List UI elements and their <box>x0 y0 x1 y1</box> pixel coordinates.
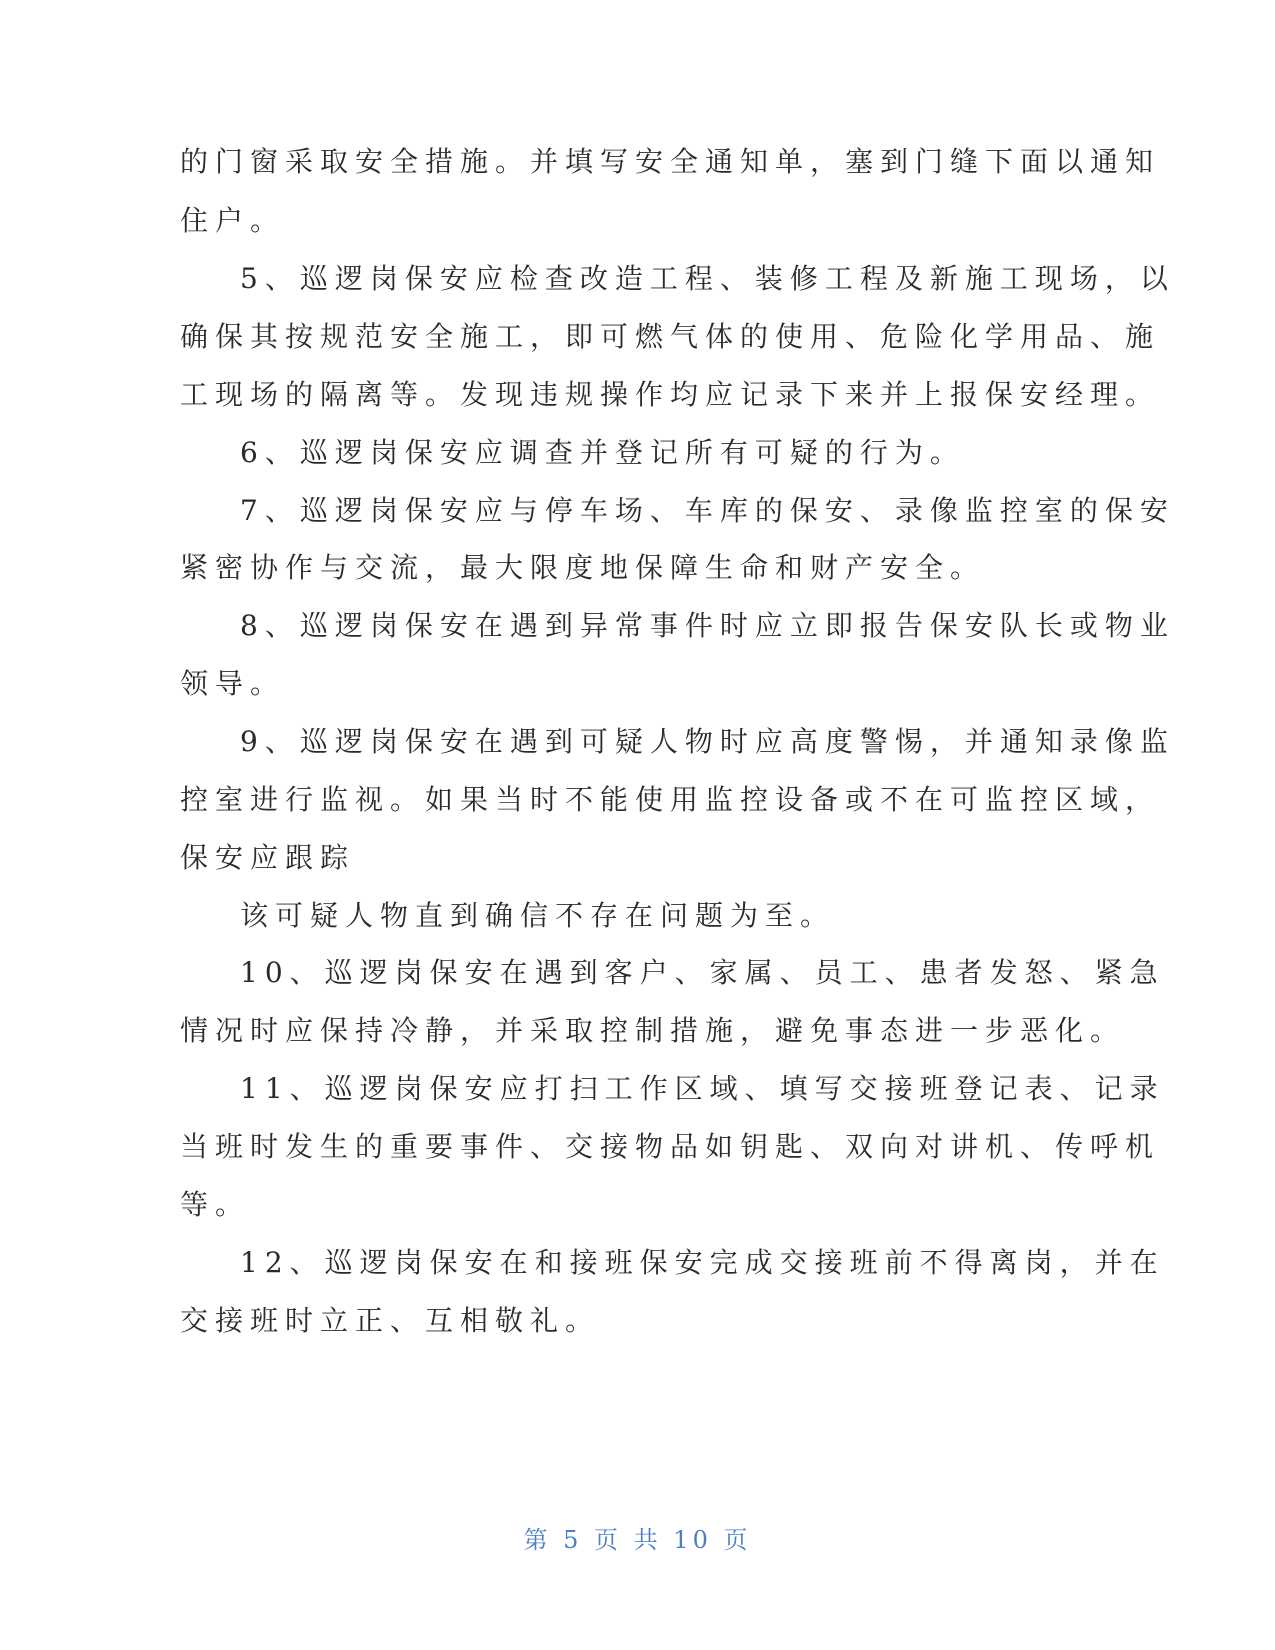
text-line: 领导。 <box>180 667 286 700</box>
text-line: 确保其按规范安全施工，即可燃气体的使用、危险化学用品、施 <box>180 320 1161 353</box>
text-line: 5、巡逻岗保安应检查改造工程、装修工程及新施工现场，以 <box>240 262 1175 295</box>
text-line: 10、巡逻岗保安在遇到客户、家属、员工、患者发怒、紧急 <box>240 956 1165 989</box>
text-line: 等。 <box>180 1188 251 1221</box>
text-line: 9、巡逻岗保安在遇到可疑人物时应高度警惕，并通知录像监 <box>240 725 1175 758</box>
text-line: 该可疑人物直到确信不存在问题为至。 <box>240 899 836 932</box>
text-line: 工现场的隔离等。发现违规操作均应记录下来并上报保安经理。 <box>180 378 1161 411</box>
text-line: 控室进行监视。如果当时不能使用监控设备或不在可监控区域， <box>180 783 1161 816</box>
text-line: 8、巡逻岗保安在遇到异常事件时应立即报告保安队长或物业 <box>240 609 1175 642</box>
text-line: 7、巡逻岗保安应与停车场、车库的保安、录像监控室的保安 <box>240 494 1175 527</box>
text-line: 当班时发生的重要事件、交接物品如钥匙、双向对讲机、传呼机 <box>180 1130 1161 1163</box>
text-line: 交接班时立正、互相敬礼。 <box>180 1304 601 1337</box>
text-line: 情况时应保持冷静，并采取控制措施，避免事态进一步恶化。 <box>180 1014 1126 1047</box>
text-line: 6、巡逻岗保安应调查并登记所有可疑的行为。 <box>240 436 965 469</box>
text-line: 保安应跟踪 <box>180 841 356 874</box>
text-line: 11、巡逻岗保安应打扫工作区域、填写交接班登记表、记录 <box>240 1072 1165 1105</box>
text-line: 紧密协作与交流，最大限度地保障生命和财产安全。 <box>180 551 986 584</box>
text-line: 的门窗采取安全措施。并填写安全通知单，塞到门缝下面以通知 <box>180 145 1161 178</box>
page-number-footer: 第 5 页 共 10 页 <box>523 1526 752 1554</box>
text-line: 住户。 <box>180 204 286 237</box>
text-line: 12、巡逻岗保安在和接班保安完成交接班前不得离岗，并在 <box>240 1246 1165 1279</box>
